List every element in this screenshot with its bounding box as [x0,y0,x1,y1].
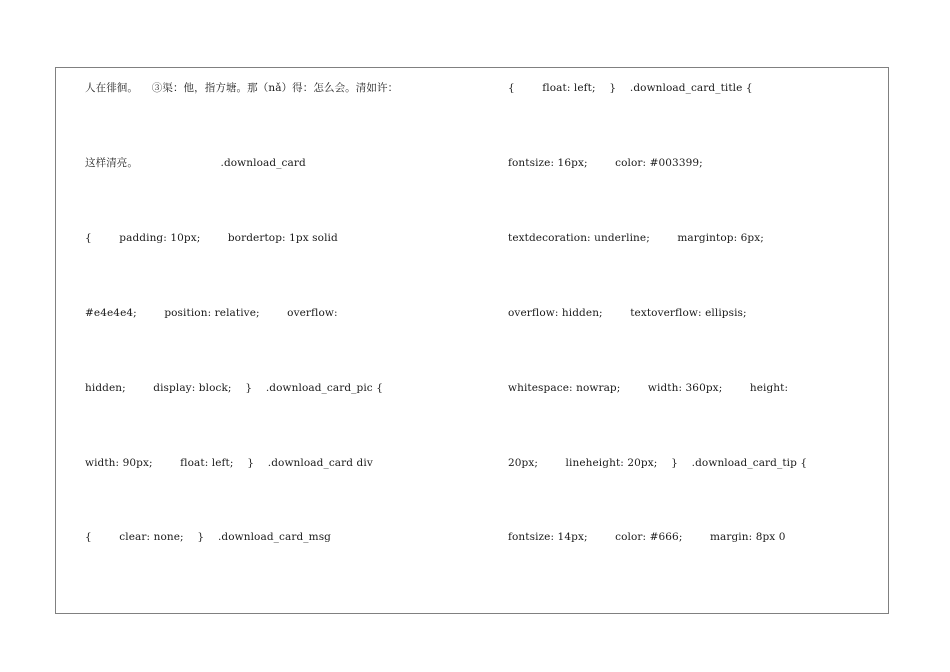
text-line: 人在徘徊。 ③渠：他，指方塘。那（nǎ）得：怎么会。清如许： [85,82,399,94]
text-line: fontsize: 16px; color: #003399; [508,157,703,169]
text-line: whitespace: nowrap; width: 360px; height: [508,382,789,394]
text-line: width: 90px; float: left; } .download_card div [85,457,373,469]
text-line: overflow: hidden; textoverflow: ellipsis; [508,307,747,319]
text-line: { padding: 10px; bordertop: 1px solid [85,232,338,244]
text-line: textdecoration: underline; margintop: 6px; [508,232,764,244]
text-line: 20px; lineheight: 20px; } .download_card_tip { [508,457,808,469]
text-line: #e4e4e4; position: relative; overflow: [85,307,338,319]
page-frame [55,67,889,614]
text-line: { float: left; } .download_card_title { [508,82,753,94]
text-line: 这样清亮。 .download_card [85,157,306,169]
text-line: fontsize: 14px; color: #666; margin: 8px 0 [508,531,786,543]
text-line: { clear: none; } .download_card_msg [85,531,332,543]
text-line: hidden; display: block; } .download_card_pic { [85,382,384,394]
